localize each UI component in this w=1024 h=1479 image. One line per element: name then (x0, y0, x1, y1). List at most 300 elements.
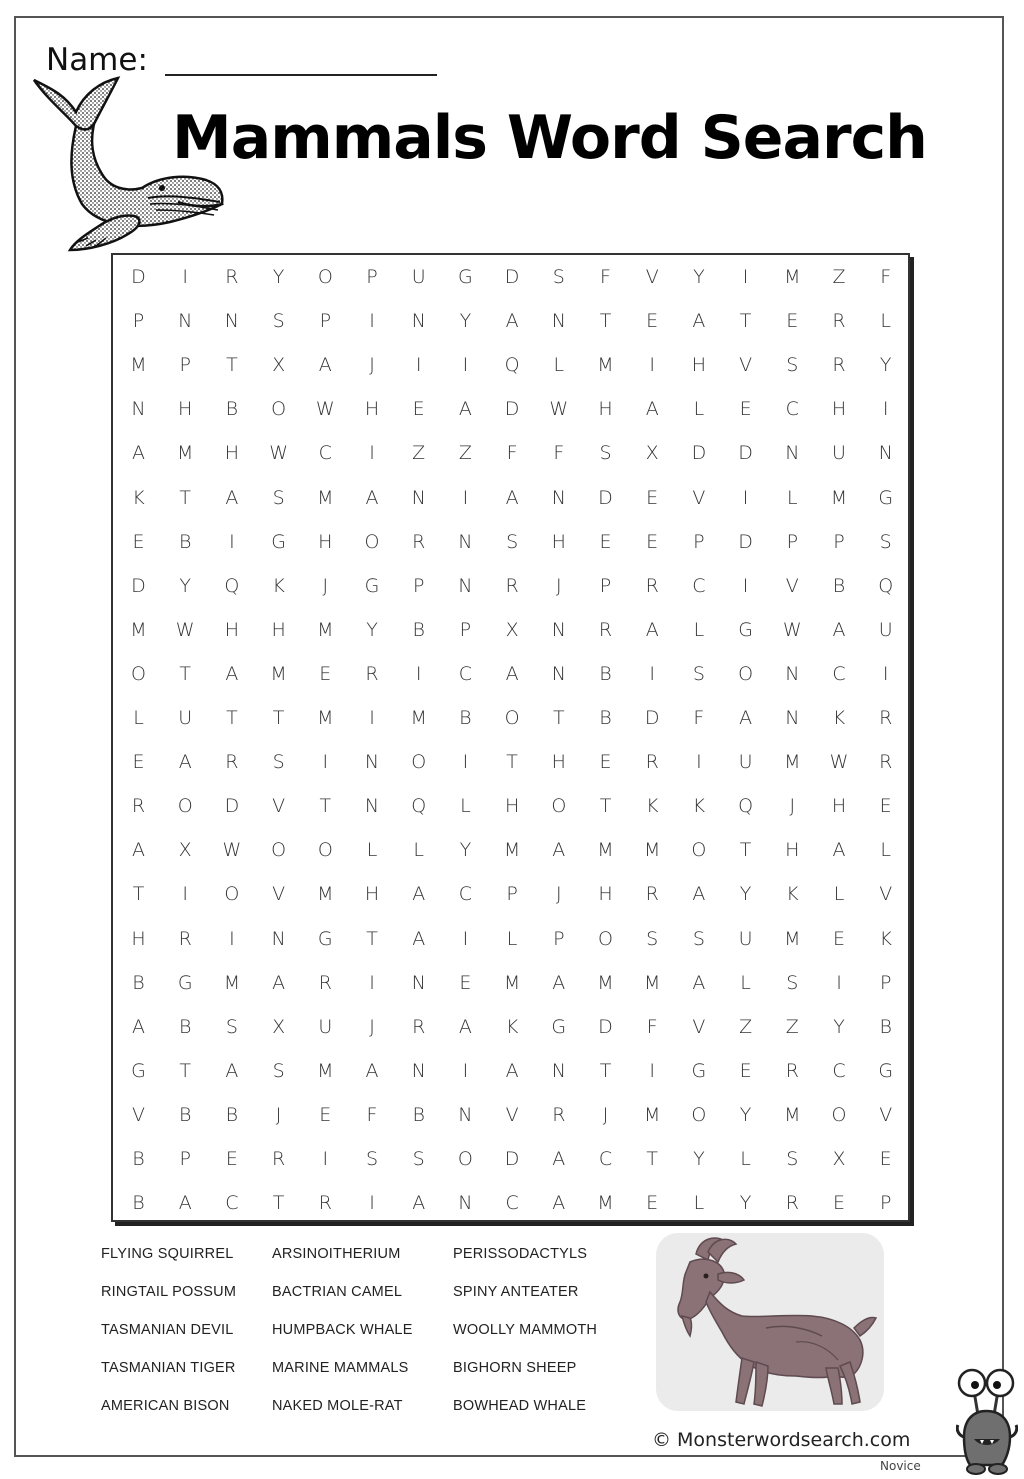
grid-letter[interactable]: T (179, 662, 191, 685)
grid-letter[interactable]: A (458, 398, 472, 421)
grid-letter[interactable]: V (879, 1103, 893, 1126)
grid-letter[interactable]: A (692, 883, 706, 906)
grid-letter[interactable]: X (645, 442, 659, 465)
grid-letter[interactable]: Z (832, 266, 846, 288)
grid-letter[interactable]: H (831, 398, 847, 421)
grid-letter[interactable]: E (786, 310, 799, 333)
grid-letter[interactable]: I (696, 751, 702, 774)
grid-letter[interactable]: T (739, 839, 752, 862)
grid-letter[interactable]: E (459, 971, 472, 994)
grid-letter[interactable]: S (365, 1148, 379, 1170)
grid-letter[interactable]: M (597, 354, 614, 377)
grid-letter[interactable]: B (879, 1015, 892, 1038)
grid-letter[interactable]: O (271, 398, 287, 421)
grid-letter[interactable]: J (275, 1103, 282, 1126)
grid-letter[interactable]: I (649, 354, 655, 377)
grid-letter[interactable]: A (505, 310, 519, 333)
grid-letter[interactable]: N (131, 398, 146, 421)
grid-letter[interactable]: E (132, 530, 145, 553)
grid-letter[interactable]: T (366, 927, 378, 950)
grid-letter[interactable]: A (645, 398, 659, 421)
grid-letter[interactable]: R (879, 751, 893, 774)
grid-letter[interactable]: D (504, 398, 520, 421)
grid-letter[interactable]: N (411, 310, 426, 333)
grid-letter[interactable]: U (318, 1015, 333, 1038)
grid-letter[interactable]: F (553, 442, 565, 465)
grid-letter[interactable]: A (692, 310, 706, 333)
grid-letter[interactable]: S (506, 530, 519, 553)
grid-letter[interactable]: N (364, 795, 380, 818)
grid-letter[interactable]: H (831, 795, 847, 818)
grid-letter[interactable]: R (225, 751, 239, 774)
grid-letter[interactable]: O (691, 1103, 707, 1126)
grid-letter[interactable]: L (413, 839, 424, 862)
grid-letter[interactable]: F (693, 707, 705, 729)
grid-letter[interactable]: H (598, 398, 613, 421)
grid-letter[interactable]: Z (785, 1015, 799, 1038)
grid-letter[interactable]: I (322, 1148, 329, 1170)
grid-letter[interactable]: A (412, 927, 426, 950)
grid-letter[interactable]: M (317, 707, 334, 729)
grid-letter[interactable]: I (742, 266, 749, 288)
grid-letter[interactable]: K (879, 927, 892, 950)
grid-letter[interactable]: V (692, 1015, 706, 1038)
grid-letter[interactable]: A (645, 618, 659, 641)
grid-letter[interactable]: K (692, 795, 706, 818)
grid-letter[interactable]: P (179, 354, 191, 377)
grid-letter[interactable]: T (226, 354, 238, 377)
grid-letter[interactable]: G (878, 486, 894, 509)
grid-letter[interactable]: A (739, 707, 753, 729)
grid-letter[interactable]: M (597, 839, 614, 862)
grid-letter[interactable]: F (646, 1015, 658, 1038)
grid-letter[interactable]: N (458, 574, 473, 597)
grid-letter[interactable]: S (272, 1059, 285, 1082)
grid-letter[interactable]: C (458, 662, 473, 685)
grid-letter[interactable]: X (832, 1148, 846, 1170)
grid-letter[interactable]: T (179, 1059, 191, 1082)
grid-letter[interactable]: U (832, 442, 846, 465)
grid-letter[interactable]: P (879, 1192, 892, 1215)
grid-letter[interactable]: L (366, 839, 378, 862)
grid-letter[interactable]: K (832, 707, 846, 729)
grid-letter[interactable]: S (646, 927, 659, 950)
grid-letter[interactable]: M (784, 751, 801, 774)
grid-letter[interactable]: I (369, 707, 375, 729)
grid-letter[interactable]: J (369, 1015, 375, 1038)
grid-letter[interactable]: S (272, 310, 285, 333)
grid-letter[interactable]: M (643, 971, 661, 994)
grid-letter[interactable]: A (365, 1059, 379, 1082)
grid-letter[interactable]: L (880, 839, 891, 862)
grid-letter[interactable]: H (598, 883, 613, 906)
grid-letter[interactable]: M (317, 618, 334, 641)
grid-letter[interactable]: L (553, 354, 565, 377)
grid-letter[interactable]: A (225, 486, 239, 509)
grid-letter[interactable]: D (644, 707, 660, 729)
grid-letter[interactable]: A (225, 662, 239, 685)
grid-letter[interactable]: D (691, 442, 707, 465)
grid-letter[interactable]: D (131, 574, 146, 597)
grid-letter[interactable]: Z (739, 1015, 753, 1038)
grid-letter[interactable]: I (369, 1192, 375, 1215)
grid-letter[interactable]: B (178, 1103, 192, 1126)
grid-letter[interactable]: G (878, 1059, 894, 1082)
grid-letter[interactable]: N (551, 1059, 566, 1082)
grid-letter[interactable]: C (318, 442, 332, 465)
grid-letter[interactable]: A (505, 1059, 519, 1082)
grid-letter[interactable]: P (412, 574, 425, 597)
grid-letter[interactable]: X (505, 618, 519, 641)
grid-letter[interactable]: J (555, 883, 562, 906)
grid-letter[interactable]: U (738, 751, 753, 774)
grid-letter[interactable]: A (412, 883, 426, 906)
grid-letter[interactable]: R (412, 530, 426, 553)
grid-letter[interactable]: N (271, 927, 286, 950)
grid-letter[interactable]: C (692, 574, 706, 597)
grid-letter[interactable]: R (832, 310, 846, 333)
grid-letter[interactable]: N (551, 618, 566, 641)
grid-letter[interactable]: G (271, 530, 286, 553)
grid-letter[interactable]: R (879, 707, 893, 729)
grid-letter[interactable]: R (645, 751, 659, 774)
grid-letter[interactable]: U (411, 266, 426, 288)
grid-letter[interactable]: Y (693, 266, 705, 288)
grid-letter[interactable]: C (458, 883, 473, 906)
grid-letter[interactable]: U (178, 707, 193, 729)
grid-letter[interactable]: H (504, 795, 520, 818)
grid-letter[interactable]: E (832, 1192, 845, 1215)
grid-letter[interactable]: B (178, 1015, 192, 1038)
grid-letter[interactable]: E (739, 398, 752, 421)
grid-letter[interactable]: L (693, 1192, 705, 1215)
grid-letter[interactable]: O (271, 839, 287, 862)
grid-letter[interactable]: M (270, 662, 287, 685)
grid-letter[interactable]: O (691, 839, 707, 862)
grid-letter[interactable]: V (645, 266, 659, 288)
grid-letter[interactable]: R (552, 1103, 566, 1126)
grid-letter[interactable]: O (598, 927, 613, 950)
grid-letter[interactable]: J (602, 1103, 609, 1126)
grid-letter[interactable]: P (506, 883, 518, 906)
grid-letter[interactable]: I (742, 486, 749, 509)
grid-letter[interactable]: M (317, 883, 334, 906)
grid-letter[interactable]: D (598, 486, 613, 509)
grid-letter[interactable]: A (318, 354, 332, 377)
grid-letter[interactable]: R (598, 618, 613, 641)
grid-letter[interactable]: N (878, 442, 893, 465)
grid-letter[interactable]: A (132, 839, 145, 862)
grid-letter[interactable]: X (178, 839, 192, 862)
grid-letter[interactable]: L (833, 883, 845, 906)
grid-letter[interactable]: I (369, 310, 375, 333)
grid-letter[interactable]: S (692, 662, 705, 685)
grid-letter[interactable]: W (222, 839, 242, 862)
grid-letter[interactable]: H (318, 530, 333, 553)
grid-letter[interactable]: H (691, 354, 707, 377)
grid-letter[interactable]: I (229, 530, 235, 553)
grid-letter[interactable]: T (599, 310, 612, 333)
grid-letter[interactable]: A (458, 1015, 472, 1038)
grid-letter[interactable]: Y (459, 839, 472, 862)
grid-letter[interactable]: A (552, 1192, 566, 1215)
grid-letter[interactable]: I (322, 751, 329, 774)
grid-letter[interactable]: B (178, 530, 192, 553)
grid-letter[interactable]: V (132, 1103, 145, 1126)
grid-letter[interactable]: S (786, 354, 799, 377)
grid-letter[interactable]: E (599, 751, 612, 774)
grid-letter[interactable]: B (599, 662, 612, 685)
grid-letter[interactable]: A (178, 1192, 192, 1215)
grid-letter[interactable]: A (832, 618, 846, 641)
grid-letter[interactable]: M (317, 1059, 334, 1082)
grid-letter[interactable]: I (182, 883, 188, 906)
grid-letter[interactable]: H (178, 398, 193, 421)
grid-letter[interactable]: V (739, 354, 753, 377)
grid-letter[interactable]: Y (366, 618, 378, 641)
grid-letter[interactable]: V (692, 486, 706, 509)
grid-letter[interactable]: M (830, 486, 848, 509)
grid-letter[interactable]: F (366, 1103, 378, 1126)
grid-letter[interactable]: A (132, 1015, 145, 1038)
grid-letter[interactable]: M (503, 839, 521, 862)
grid-letter[interactable]: S (786, 1148, 799, 1170)
grid-letter[interactable]: L (506, 927, 518, 950)
grid-letter[interactable]: Z (412, 442, 426, 465)
grid-letter[interactable]: X (272, 1015, 286, 1038)
grid-letter[interactable]: B (225, 1103, 239, 1126)
grid-letter[interactable]: I (182, 266, 188, 288)
grid-letter[interactable]: T (272, 1192, 285, 1215)
grid-letter[interactable]: V (272, 883, 286, 906)
grid-letter[interactable]: I (462, 927, 469, 950)
grid-letter[interactable]: O (831, 1103, 847, 1126)
grid-letter[interactable]: M (317, 486, 334, 509)
grid-letter[interactable]: B (412, 1103, 425, 1126)
grid-letter[interactable]: B (832, 574, 846, 597)
grid-letter[interactable]: V (785, 574, 799, 597)
grid-letter[interactable]: D (131, 266, 146, 288)
grid-letter[interactable]: H (131, 927, 146, 950)
grid-letter[interactable]: N (411, 486, 426, 509)
grid-letter[interactable]: E (879, 795, 892, 818)
grid-letter[interactable]: H (551, 751, 566, 774)
grid-letter[interactable]: N (411, 1059, 426, 1082)
grid-letter[interactable]: L (133, 707, 144, 729)
grid-letter[interactable]: N (785, 707, 800, 729)
grid-letter[interactable]: M (784, 927, 801, 950)
grid-letter[interactable]: A (132, 442, 145, 465)
grid-letter[interactable]: T (506, 751, 518, 774)
grid-letter[interactable]: A (365, 486, 379, 509)
grid-letter[interactable]: K (786, 883, 799, 906)
grid-letter[interactable]: I (229, 927, 235, 950)
grid-letter[interactable]: I (742, 574, 749, 597)
grid-letter[interactable]: T (319, 795, 332, 818)
grid-letter[interactable]: H (224, 442, 240, 465)
grid-letter[interactable]: G (131, 1059, 146, 1082)
grid-letter[interactable]: R (505, 574, 519, 597)
grid-letter[interactable]: M (784, 1103, 801, 1126)
grid-letter[interactable]: R (318, 1192, 332, 1215)
grid-letter[interactable]: O (551, 795, 567, 818)
grid-letter[interactable]: E (879, 1148, 892, 1170)
grid-letter[interactable]: V (879, 883, 893, 906)
grid-letter[interactable]: T (226, 707, 238, 729)
grid-letter[interactable]: G (177, 971, 193, 994)
grid-letter[interactable]: N (551, 486, 566, 509)
grid-letter[interactable]: N (458, 530, 473, 553)
grid-letter[interactable]: N (411, 971, 426, 994)
grid-letter[interactable]: Q (504, 354, 520, 377)
grid-letter[interactable]: P (693, 530, 705, 553)
grid-letter[interactable]: L (880, 310, 891, 333)
grid-letter[interactable]: A (552, 839, 566, 862)
grid-letter[interactable]: D (598, 1015, 613, 1038)
grid-letter[interactable]: A (178, 751, 192, 774)
grid-letter[interactable]: Y (693, 1148, 705, 1170)
grid-letter[interactable]: Q (411, 795, 427, 818)
grid-letter[interactable]: A (552, 1148, 566, 1170)
grid-letter[interactable]: S (412, 1148, 425, 1170)
grid-letter[interactable]: R (645, 574, 659, 597)
grid-letter[interactable]: J (555, 574, 562, 597)
grid-letter[interactable]: B (132, 1192, 145, 1215)
grid-letter[interactable]: N (458, 1192, 473, 1215)
grid-letter[interactable]: R (318, 971, 332, 994)
grid-letter[interactable]: P (459, 618, 472, 641)
grid-letter[interactable]: W (549, 398, 569, 421)
grid-letter[interactable]: C (832, 662, 846, 685)
grid-letter[interactable]: T (599, 1059, 612, 1082)
grid-letter[interactable]: T (646, 1148, 658, 1170)
grid-letter[interactable]: Y (833, 1015, 845, 1038)
grid-letter[interactable]: I (836, 971, 842, 994)
grid-letter[interactable]: G (458, 266, 473, 288)
grid-letter[interactable]: M (176, 442, 194, 465)
grid-letter[interactable]: E (319, 1103, 332, 1126)
grid-letter[interactable]: H (551, 530, 566, 553)
grid-letter[interactable]: H (785, 839, 800, 862)
grid-letter[interactable]: Y (739, 1103, 752, 1126)
grid-letter[interactable]: R (785, 1059, 799, 1082)
grid-letter[interactable]: O (364, 530, 380, 553)
grid-letter[interactable]: L (740, 971, 751, 994)
grid-letter[interactable]: N (364, 751, 380, 774)
grid-letter[interactable]: S (599, 442, 612, 465)
grid-letter[interactable]: Y (739, 883, 752, 906)
grid-letter[interactable]: I (415, 354, 422, 377)
grid-letter[interactable]: L (693, 398, 705, 421)
grid-letter[interactable]: G (691, 1059, 707, 1082)
grid-letter[interactable]: A (272, 971, 286, 994)
grid-letter[interactable]: C (832, 1059, 846, 1082)
grid-letter[interactable]: F (880, 266, 892, 288)
grid-letter[interactable]: R (785, 1192, 799, 1215)
grid-letter[interactable]: B (225, 398, 239, 421)
grid-letter[interactable]: L (460, 795, 471, 818)
grid-letter[interactable]: J (369, 354, 375, 377)
grid-letter[interactable]: K (645, 795, 659, 818)
grid-letter[interactable]: T (739, 310, 752, 333)
grid-letter[interactable]: E (646, 1192, 659, 1215)
grid-letter[interactable]: Y (879, 354, 892, 377)
grid-letter[interactable]: D (224, 795, 240, 818)
grid-letter[interactable]: G (738, 618, 753, 641)
grid-letter[interactable]: I (462, 354, 469, 377)
grid-letter[interactable]: P (786, 530, 799, 553)
grid-letter[interactable]: E (739, 1059, 752, 1082)
grid-letter[interactable]: X (272, 354, 286, 377)
grid-letter[interactable]: M (597, 1192, 614, 1215)
grid-letter[interactable]: S (225, 1015, 238, 1038)
grid-letter[interactable]: W (829, 751, 849, 774)
grid-letter[interactable]: T (179, 486, 191, 509)
grid-letter[interactable]: L (693, 618, 705, 641)
grid-letter[interactable]: P (366, 266, 378, 288)
grid-letter[interactable]: D (738, 442, 753, 465)
grid-letter[interactable]: R (832, 354, 846, 377)
grid-letter[interactable]: M (643, 1103, 661, 1126)
grid-letter[interactable]: Q (738, 795, 754, 818)
grid-letter[interactable]: A (225, 1059, 239, 1082)
grid-letter[interactable]: C (225, 1192, 239, 1215)
grid-letter[interactable]: Y (179, 574, 191, 597)
grid-letter[interactable]: O (457, 1148, 473, 1170)
grid-letter[interactable]: Y (272, 266, 285, 288)
grid-letter[interactable]: N (224, 310, 239, 333)
grid-letter[interactable]: P (132, 310, 145, 333)
grid-letter[interactable]: M (130, 354, 147, 377)
grid-letter[interactable]: B (459, 707, 472, 729)
grid-letter[interactable]: N (178, 310, 193, 333)
grid-letter[interactable]: R (412, 1015, 426, 1038)
grid-letter[interactable]: K (505, 1015, 519, 1038)
grid-letter[interactable]: A (412, 1192, 426, 1215)
grid-letter[interactable]: S (879, 530, 892, 553)
grid-letter[interactable]: G (317, 927, 333, 950)
grid-letter[interactable]: I (882, 662, 889, 685)
grid-letter[interactable]: S (692, 927, 705, 950)
grid-letter[interactable]: B (132, 1148, 145, 1170)
grid-letter[interactable]: U (738, 927, 753, 950)
grid-letter[interactable]: E (646, 530, 659, 553)
grid-letter[interactable]: O (317, 839, 333, 862)
grid-letter[interactable]: E (225, 1148, 238, 1170)
grid-letter[interactable]: A (505, 486, 519, 509)
grid-letter[interactable]: B (599, 707, 612, 729)
grid-letter[interactable]: O (317, 266, 333, 288)
grid-letter[interactable]: I (415, 662, 422, 685)
grid-letter[interactable]: O (131, 662, 146, 685)
grid-letter[interactable]: I (649, 1059, 655, 1082)
grid-letter[interactable]: M (643, 839, 661, 862)
grid-letter[interactable]: C (505, 1192, 519, 1215)
grid-letter[interactable]: E (412, 398, 425, 421)
grid-letter[interactable]: W (269, 442, 288, 465)
grid-letter[interactable]: M (597, 971, 614, 994)
grid-letter[interactable]: E (646, 486, 659, 509)
grid-letter[interactable]: P (553, 927, 565, 950)
grid-letter[interactable]: L (787, 486, 798, 509)
grid-letter[interactable]: M (410, 707, 427, 729)
grid-letter[interactable]: C (598, 1148, 613, 1170)
grid-letter[interactable]: G (364, 574, 380, 597)
grid-letter[interactable]: S (552, 266, 565, 288)
grid-letter[interactable]: Q (878, 574, 894, 597)
grid-letter[interactable]: V (505, 1103, 519, 1126)
grid-letter[interactable]: U (878, 618, 893, 641)
